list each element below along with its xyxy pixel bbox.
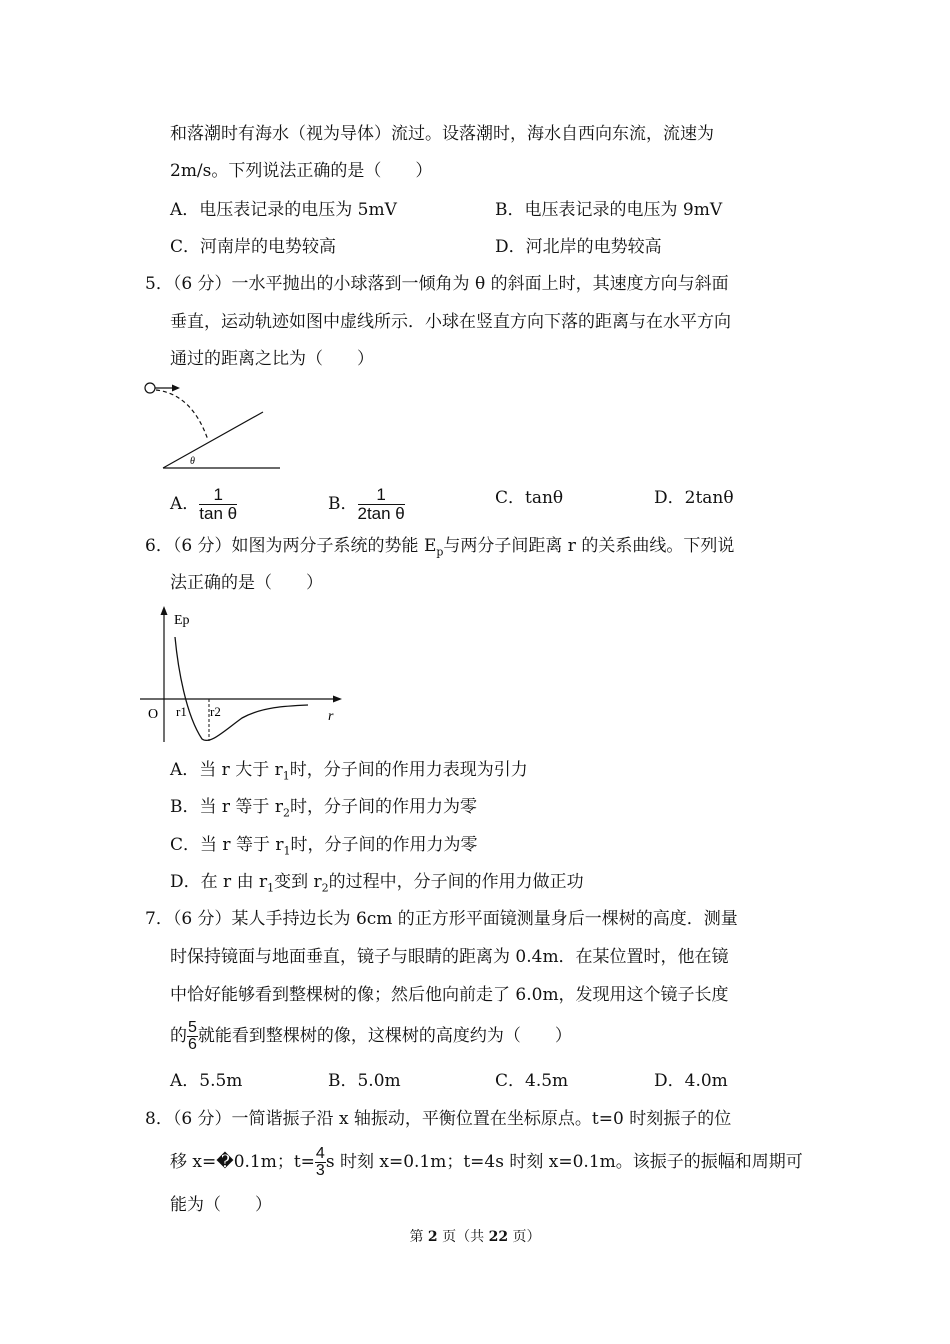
- q7-line4-text: 的: [170, 1026, 187, 1046]
- q6-option-b: [170, 795, 477, 825]
- trajectory-dashed: [156, 390, 208, 440]
- q6-d-text: D．在 r 由 r: [170, 872, 268, 892]
- q5-line1: 5．（6 分）一水平抛出的小球落到一倾角为 θ 的斜面上时，其速度方向与斜面: [145, 274, 729, 294]
- q7-fraction-denominator: 6: [188, 1036, 197, 1053]
- q6-a-text: A．当 r 大于 r: [170, 760, 283, 780]
- q6-line1-text-b: 与两分子间距离 r 的关系曲线。下列说: [443, 536, 735, 556]
- q7-option-b: B．5.0m: [328, 1071, 401, 1091]
- q7-line4: [170, 1020, 572, 1053]
- q6-d-text-c: 的过程中，分子间的作用力做正功: [328, 872, 584, 892]
- q4-line1: 和落潮时有海水（视为导体）流过。设落潮时，海水自西向东流，流速为: [170, 124, 714, 144]
- potential-curve: [175, 637, 308, 740]
- origin-label: O: [148, 707, 159, 722]
- footer-page-number: 2: [427, 1229, 438, 1245]
- q8-fraction: [315, 1146, 326, 1179]
- q5-b-denominator: 2tan θ: [357, 504, 405, 523]
- q6-line1-text: 6．（6 分）如图为两分子系统的势能 E: [145, 536, 437, 556]
- q5-option-a-label: A．: [170, 494, 200, 514]
- q7-line3: 中恰好能够看到整棵树的像；然后他向前走了 6.0m，发现用这个镜子长度: [170, 985, 729, 1005]
- q5-incline-figure: [140, 376, 285, 472]
- q7-fraction-numerator: 5: [188, 1019, 197, 1036]
- q5-option-a-fraction: [199, 486, 237, 523]
- q6-b-text: B．当 r 等于 r: [170, 797, 283, 817]
- q7-line2: 时保持镜面与地面垂直，镜子与眼睛的距离为 0.4m．在某位置时，他在镜: [170, 947, 729, 967]
- q8-line3: 能为（ ）: [170, 1195, 272, 1215]
- q7-fraction: [187, 1020, 198, 1053]
- q6-c-sub: 1: [283, 844, 291, 858]
- ball: [145, 383, 155, 393]
- q8-line1: 8．（6 分）一简谐振子沿 x 轴振动，平衡位置在坐标原点。t=0 时刻振子的位: [145, 1109, 732, 1129]
- q6-potential-energy-figure: [140, 603, 345, 745]
- q6-line2: 法正确的是（ ）: [170, 573, 323, 593]
- q5-option-d: D．2tanθ: [654, 488, 734, 508]
- theta-label: θ: [190, 456, 195, 467]
- footer-text-c: 页）: [508, 1229, 541, 1245]
- q4-option-b: B．电压表记录的电压为 9mV: [495, 200, 723, 220]
- q4-option-c: C．河南岸的电势较高: [170, 237, 337, 257]
- q7-option-d: D．4.0m: [654, 1071, 728, 1091]
- q5-line3: 通过的距离之比为（ ）: [170, 349, 374, 369]
- q6-b-text-b: 时，分子间的作用力为零: [289, 797, 477, 817]
- y-axis-arrow: [161, 606, 168, 615]
- arrow-head: [172, 385, 180, 392]
- r2-label: r2: [210, 704, 221, 719]
- q5-a-numerator: 1: [199, 486, 237, 505]
- q4-line2: 2m/s。下列说法正确的是（ ）: [170, 161, 433, 181]
- q6-b-sub: 2: [282, 806, 290, 820]
- q8-missing-glyph: �: [216, 1152, 234, 1172]
- footer-total-pages: 22: [488, 1229, 509, 1245]
- q6-option-c: [170, 833, 477, 863]
- q8-fraction-numerator: 4: [315, 1145, 325, 1162]
- incline-line: [163, 412, 263, 468]
- q6-d-sub1: 1: [267, 881, 275, 895]
- q6-c-text: C．当 r 等于 r: [170, 835, 284, 855]
- q7-option-c: C．4.5m: [495, 1071, 569, 1091]
- q7-option-a: A．5.5m: [170, 1071, 243, 1091]
- q6-line1: [145, 534, 734, 564]
- q5-option-a: [170, 486, 237, 523]
- page-footer: [0, 1226, 950, 1246]
- q8-line2-text: 移 x=: [170, 1152, 217, 1172]
- r1-label: r1: [176, 704, 187, 719]
- q5-b-numerator: 1: [358, 486, 405, 505]
- q5-option-b-label: B．: [328, 494, 358, 514]
- q5-line2: 垂直，运动轨迹如图中虚线所示．小球在竖直方向下落的距离与在水平方向: [170, 312, 731, 332]
- q6-option-d: [170, 870, 584, 900]
- ep-axis-label: Ep: [174, 613, 190, 628]
- q4-option-a: A．电压表记录的电压为 5mV: [170, 200, 397, 220]
- q6-a-text-b: 时，分子间的作用力表现为引力: [289, 760, 528, 780]
- q8-line2-text-b: 0.1m；t=: [233, 1152, 315, 1172]
- q7-line1: 7．（6 分）某人手持边长为 6cm 的正方形平面镜测量身后一棵树的高度．测量: [145, 909, 738, 929]
- q6-d-text-b: 变到 r: [274, 872, 322, 892]
- q5-option-c: C．tanθ: [495, 488, 564, 508]
- q6-subscript-p: p: [436, 545, 444, 559]
- q8-fraction-denominator: 3: [315, 1162, 325, 1179]
- footer-text-b: 页（共: [437, 1229, 489, 1245]
- q4-option-d: D．河北岸的电势较高: [495, 237, 662, 257]
- q5-a-denominator: tan θ: [199, 504, 238, 523]
- q6-option-a: [170, 758, 528, 788]
- x-axis-arrow: [333, 696, 342, 703]
- q5-option-b: [328, 486, 405, 523]
- q7-line4-text-b: 就能看到整棵树的像，这棵树的高度约为（ ）: [197, 1026, 572, 1046]
- q5-option-b-fraction: [358, 486, 405, 523]
- q6-d-sub2: 2: [321, 881, 329, 895]
- footer-text-a: 第: [409, 1229, 428, 1245]
- q6-a-sub: 1: [282, 769, 290, 783]
- q8-line2-text-c: s 时刻 x=0.1m；t=4s 时刻 x=0.1m。该振子的振幅和周期可: [325, 1152, 803, 1172]
- r-axis-label: r: [328, 709, 334, 724]
- q6-c-text-b: 时，分子间的作用力为零: [290, 835, 478, 855]
- q8-line2: [170, 1146, 803, 1179]
